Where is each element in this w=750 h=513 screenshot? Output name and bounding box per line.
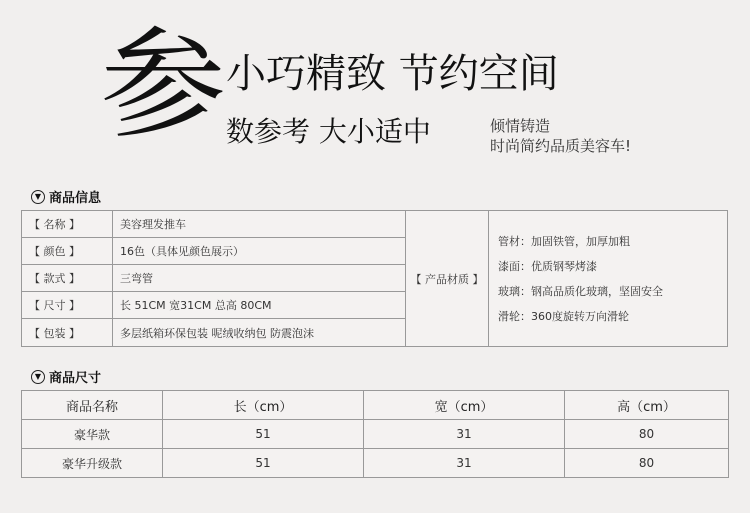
column-header: 长（cm）: [163, 391, 364, 420]
banner-headline: 小巧精致 节约空间: [226, 51, 559, 97]
chevron-down-icon: ▼: [31, 190, 45, 204]
info-value: 长 51CM 宽31CM 总高 80CM: [120, 299, 272, 312]
column-header: 宽（cm）: [364, 391, 565, 420]
chevron-down-icon: ▼: [31, 370, 45, 384]
info-row-color: [22, 238, 405, 265]
material-item: 滑轮：360度旋转万向滑轮: [498, 310, 629, 323]
info-label: 【 尺寸 】: [22, 292, 113, 318]
banner-big-character: 参: [100, 16, 222, 155]
material-list: [498, 235, 663, 335]
table-cell: 51: [163, 420, 364, 449]
table-cell: 80: [565, 449, 729, 478]
product-size-table: [21, 390, 729, 478]
banner-tagline-2: 时尚简约品质美容车!: [490, 137, 632, 155]
table-cell: 豪华升级款: [22, 449, 163, 478]
info-row-name: [22, 211, 405, 238]
banner-subline: 数参考 大小适中: [226, 115, 431, 148]
info-row-packaging: [22, 319, 405, 346]
table-cell: 31: [364, 449, 565, 478]
table-cell: 31: [364, 420, 565, 449]
info-value: 三弯管: [120, 272, 153, 285]
product-info-table: [21, 210, 728, 347]
info-value: 多层纸箱环保包装 呢绒收纳包 防震泡沫: [120, 326, 314, 340]
info-label: 【 款式 】: [22, 265, 113, 291]
product-info-title: 商品信息: [49, 191, 102, 206]
table-row: [22, 449, 729, 478]
product-size-heading: [31, 367, 101, 386]
table-cell: 51: [163, 449, 364, 478]
column-header: 高（cm）: [565, 391, 729, 420]
banner: [0, 0, 750, 180]
info-label: 【 名称 】: [22, 211, 113, 237]
table-cell: 80: [565, 420, 729, 449]
material-item: 玻璃：钢高品质化玻璃，坚固安全: [498, 285, 663, 298]
product-size-title: 商品尺寸: [49, 371, 102, 386]
material-item: 漆面：优质钢琴烤漆: [498, 260, 597, 273]
product-info-heading: [31, 187, 101, 206]
info-label: 【 颜色 】: [22, 238, 113, 264]
material-item: 管材：加固铁管，加厚加粗: [498, 235, 630, 248]
table-row: [22, 420, 729, 449]
info-value: 美容理发推车: [120, 218, 186, 231]
size-header-row: [22, 391, 729, 420]
banner-tagline-1: 倾情铸造: [490, 117, 551, 135]
column-header: 商品名称: [22, 391, 163, 420]
table-cell: 豪华款: [22, 420, 163, 449]
info-value: 16色（具体见颜色展示）: [120, 245, 244, 258]
info-label: 【 包装 】: [22, 319, 113, 346]
material-label: 【 产品材质 】: [405, 211, 489, 346]
info-row-style: [22, 265, 405, 292]
product-info-rows: [22, 211, 405, 346]
info-row-size: [22, 292, 405, 319]
